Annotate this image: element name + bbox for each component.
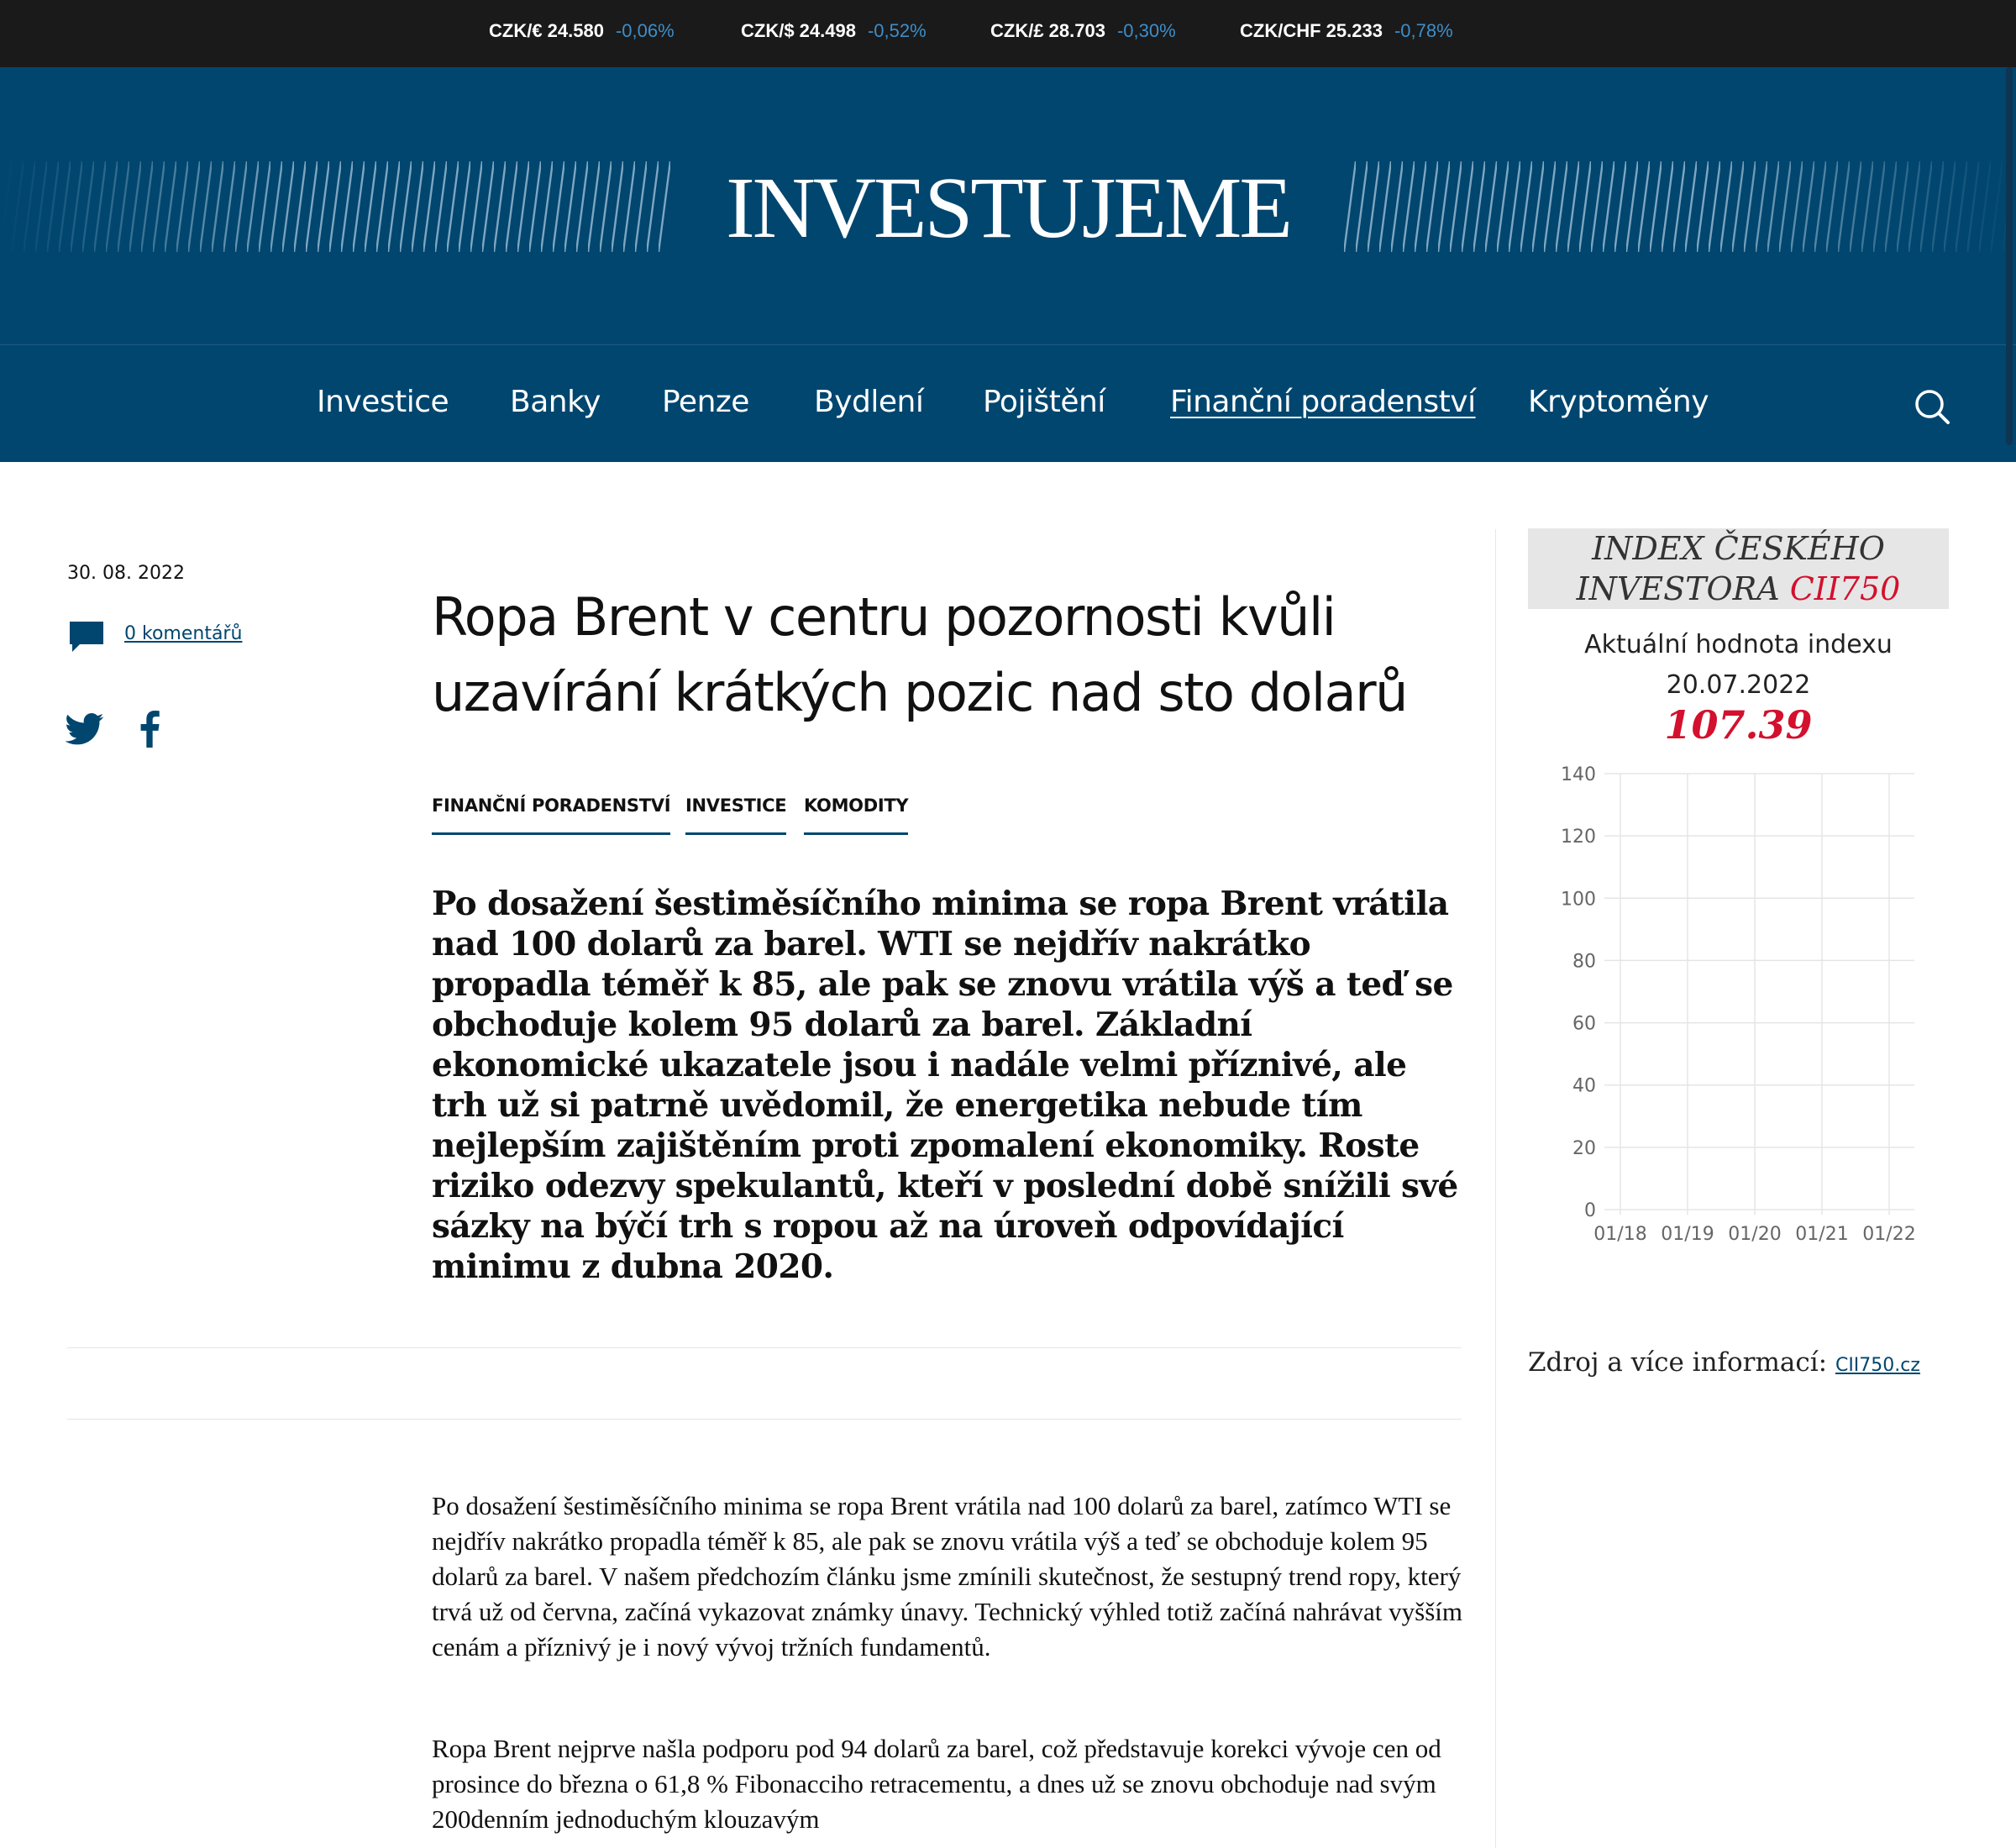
ticker-chf [1240,20,1453,42]
nav-item-pojisteni[interactable]: Pojištění [983,385,1105,419]
index-current-value: 107.39 [1664,702,1813,748]
nav-item-bydleni[interactable]: Bydlení [814,385,924,419]
twitter-icon[interactable] [66,712,104,746]
scrollbar[interactable] [2006,67,2013,445]
nav-item-banky[interactable]: Banky [510,385,601,419]
nav-item-kryptomeny[interactable]: Kryptoměny [1528,385,1709,419]
ticker-gbp [990,20,1176,42]
index-chart [1528,752,1949,1264]
tag-financni-poradenstvi[interactable]: FINANČNÍ PORADENSTVÍ [432,795,670,835]
chart-y-tick-label: 0 [1584,1200,1596,1221]
source-label: Zdroj a více informací: [1528,1347,1835,1378]
ticker-change: -0,30% [1116,20,1176,41]
chart-x-tick-label: 01/22 [1862,1224,1916,1245]
tag-komodity[interactable]: KOMODITY [804,795,908,835]
index-code: CII750 [1789,570,1901,607]
search-icon[interactable] [1914,388,1950,425]
ticker-rate: CZK/€ 24.580 [489,20,604,41]
ticker-change: -0,78% [1394,20,1453,41]
chart-x-tick-label: 01/18 [1593,1224,1647,1245]
comment-icon[interactable] [67,619,106,654]
facebook-icon[interactable] [138,711,161,748]
ticker-usd [741,20,927,42]
index-title-line1: INDEX ČESKÉHO [1592,530,1885,567]
article-title: Ropa Brent v centru pozornosti kvůli uzavírání krátkých pozic nad sto dolarů [432,586,1407,723]
nav-item-investice[interactable]: Investice [317,385,449,419]
tag-investice[interactable]: INVESTICE [685,795,786,835]
nav-item-financni-poradenstvi[interactable]: Finanční poradenství [1170,385,1476,419]
chart-y-tick-label: 140 [1561,764,1596,785]
chart-y-tick-label: 100 [1561,889,1596,911]
article-date: 30. 08. 2022 [67,563,185,584]
source-link[interactable]: CII750.cz [1835,1355,1920,1376]
index-title-text: INVESTORA [1576,570,1790,607]
chart-y-tick-label: 20 [1572,1137,1596,1159]
nav-item-penze[interactable]: Penze [662,385,749,419]
index-current-label: Aktuální hodnota indexu [1584,630,1893,659]
sidebar-divider [1495,529,1496,1848]
chart-x-tick-label: 01/19 [1661,1224,1714,1245]
article-perex: Po dosažení šestiměsíčního minima se ropa Brent vrátila nad 100 dolarů za barel. WTI se nejdřív nakrátko propadla téměř k 85, ale pak se znovu vrátila výš a teď se obchoduje kolem 95 dolarů za barel. Základní ekonomické ukazatele jsou i nadále velmi příznivé, ale trh už si patrně uvědomil, že energetika nebude tím nejlepším zajištěním proti zpomalení ekonomiky. Roste riziko odezvy spekulantů, kteří v poslední době snížili své sázky na býčí trh s ropou až na úroveň odpovídající minimu z dubna 2020. [432,885,1458,1286]
ticker-eur [489,20,675,42]
comments-link[interactable]: 0 komentářů [124,623,243,644]
ticker-rate: CZK/CHF 25.233 [1240,20,1383,41]
chart-x-tick-label: 01/20 [1728,1224,1782,1245]
index-header [1528,528,1949,609]
chart-y-tick-label: 60 [1572,1013,1596,1035]
chart-y-tick-label: 120 [1561,827,1596,848]
ticker-rate: CZK/£ 28.703 [990,20,1105,41]
chart-x-tick-label: 01/21 [1795,1224,1849,1245]
source-info [1528,1347,1920,1378]
chart-y-tick-label: 80 [1572,951,1596,973]
ticker-change: -0,06% [615,20,675,41]
main-nav [0,344,2016,462]
ticker-change: -0,52% [867,20,927,41]
index-current-date: 20.07.2022 [1666,670,1811,700]
ticker-rate: CZK/$ 24.498 [741,20,856,41]
article-paragraph: Ropa Brent nejprve našla podporu pod 94 dolarů za barel, což představuje korekci vývoje cen od prosince do března o 61,8 % Fibonacciho retracementu, a dnes už se znovu obchoduje nad svým 200denním jednoduchým klouzavým [432,1734,1441,1834]
chart-y-tick-label: 40 [1572,1075,1596,1097]
article-paragraph: Po dosažení šestiměsíčního minima se ropa Brent vrátila nad 100 dolarů za barel, zatímco WTI se nejdřív nakrátko propadla téměř k 85, ale pak se znovu vrátila výš a teď se obchoduje kolem 95 dolarů za barel. V našem předchozím článku jsme zmínili skutečnost, že sestupný trend ropy, který trvá už od června, začíná vykazovat známky únavy. Technický výhled totiž začíná nahrávat vyšším cenám a příznivý je i nový vývoj tržních fundamentů. [432,1491,1463,1662]
divider [67,1419,1462,1420]
divider [67,1347,1462,1348]
site-logo[interactable]: INVESTUJEME [726,160,1290,256]
currency-ticker [0,0,2016,67]
index-title-line2 [1528,569,1949,609]
